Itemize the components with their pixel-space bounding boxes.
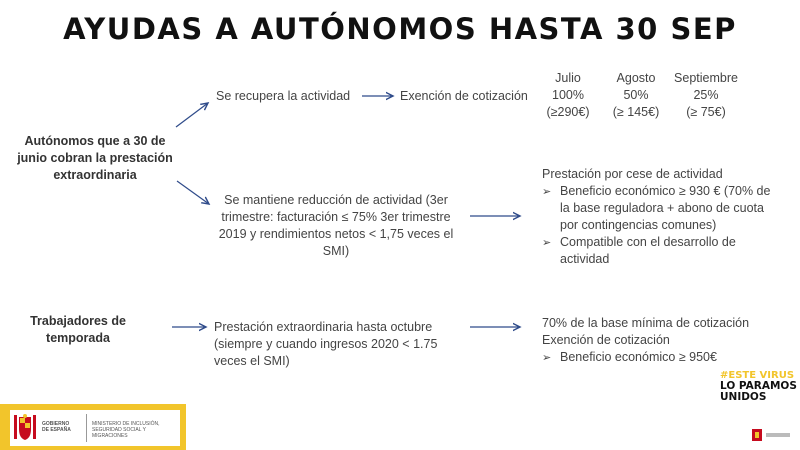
month-amount: (≥ 145€) bbox=[612, 105, 660, 119]
bullet-text: Beneficio económico ≥ 930 € (70% de la base reguladora + abono de cuota por contingencias comunes) bbox=[560, 184, 771, 232]
slogan-main: LO PARAMOS UNIDOS bbox=[720, 380, 797, 403]
month-column-septiembre bbox=[670, 70, 742, 121]
bullet-text: Beneficio económico ≥ 950€ bbox=[560, 350, 717, 364]
month-column-agosto bbox=[606, 70, 666, 121]
page-title: AYUDAS A AUTÓNOMOS HASTA 30 SEP bbox=[63, 12, 737, 46]
slogan-hashtag: #ESTE VIRUS bbox=[720, 370, 795, 381]
month-column-julio bbox=[538, 70, 598, 121]
ministry-small-logo bbox=[752, 428, 792, 442]
group-autonomos-label: Autónomos que a 30 de junio cobran la prestación extraordinaria bbox=[17, 134, 173, 182]
gov-line: DE ESPAÑA bbox=[42, 427, 71, 433]
month-name: Septiembre bbox=[674, 71, 738, 85]
arrow-bullet-icon: ➢ bbox=[542, 186, 552, 198]
slogan bbox=[720, 370, 798, 403]
gov-line: GOBIERNO bbox=[42, 421, 70, 427]
result-title: Prestación por cese de actividad bbox=[542, 167, 723, 181]
arrow-to-reduccion bbox=[177, 181, 209, 204]
month-percent: 25% bbox=[693, 88, 719, 102]
group-temporada-label: Trabajadores de temporada bbox=[30, 314, 126, 345]
coat-of-arms-icon bbox=[14, 413, 36, 443]
ministry-label: MINISTERIO DE INCLUSIÓN, SEGURIDAD SOCIAL Y MIGRACIONES bbox=[92, 421, 160, 439]
month-percent: 100% bbox=[552, 88, 584, 102]
result-line: 70% de la base mínima de cotización bbox=[542, 316, 750, 330]
result-temporada bbox=[542, 315, 782, 367]
result-line: Exención de cotización bbox=[542, 333, 670, 347]
condition-recupera: Se recupera la actividad bbox=[216, 89, 351, 103]
arrow-bullet-icon: ➢ bbox=[542, 237, 552, 249]
condition-temporada: Prestación extraordinaria hasta octubre (siempre y cuando ingresos 2020 < 1.75 veces el SMI) bbox=[214, 320, 438, 368]
bullet-item bbox=[542, 183, 782, 234]
government-label bbox=[42, 421, 82, 433]
bullet-item bbox=[542, 234, 782, 268]
result-exencion: Exención de cotización bbox=[400, 89, 528, 103]
bullet-item bbox=[542, 349, 782, 367]
month-amount: (≥ 75€) bbox=[686, 105, 726, 119]
logo-divider bbox=[86, 414, 87, 442]
arrow-bullet-icon: ➢ bbox=[542, 352, 552, 364]
arrow-to-recupera bbox=[176, 103, 208, 127]
month-name: Agosto bbox=[616, 71, 656, 85]
month-name: Julio bbox=[555, 71, 581, 85]
result-prestacion-cese bbox=[542, 166, 782, 268]
month-percent: 50% bbox=[623, 88, 649, 102]
month-amount: (≥290€) bbox=[546, 105, 590, 119]
condition-reduccion: Se mantiene reducción de actividad (3er trimestre: facturación ≤ 75% 3er trimestre 2019 y rendimientos netos < 1,75 veces el SMI) bbox=[218, 193, 454, 258]
bullet-text: Compatible con el desarrollo de actividad bbox=[560, 235, 736, 266]
